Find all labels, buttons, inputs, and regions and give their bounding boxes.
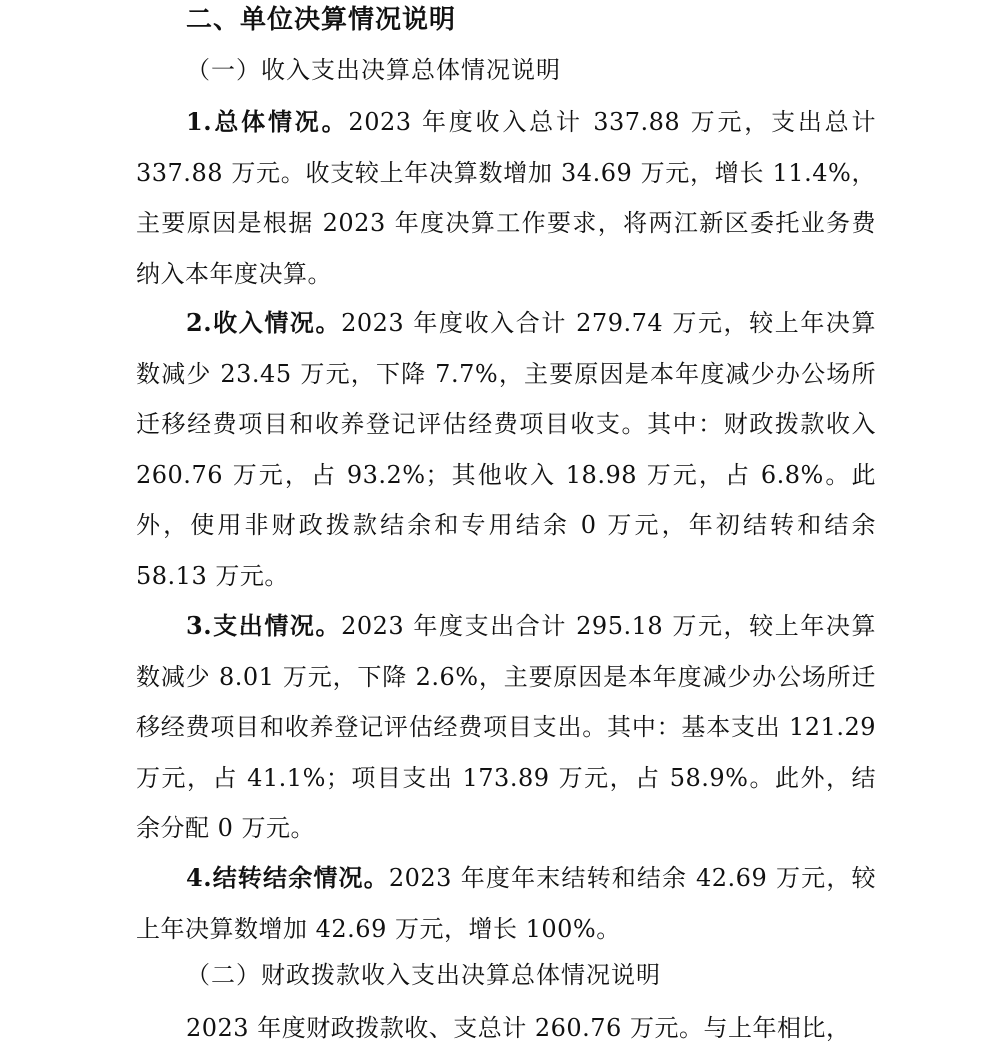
subsection-title-fiscal-appropriation: （二）财政拨款收入支出决算总体情况说明 — [186, 961, 661, 989]
paragraph-lead: 3.支出情况。 — [186, 611, 342, 640]
paragraph-text: 2023 年度支出合计 295.18 万元，较上年决算数减少 8.01 万元，下降 2.6%，主要原因是本年度减少办公场所迁移经费项目和收养登记评估经费项目支出。其中：基本支出 121.29 万元，占 41.1%；项目支出 173.89 万元，占 58.9%。此外，结余分配 0 万元。 — [136, 612, 876, 842]
paragraph-lead: 1.总体情况。 — [186, 107, 349, 136]
paragraph-lead: 4.结转结余情况。 — [186, 863, 389, 892]
paragraph-text: 2023 年度收入合计 279.74 万元，较上年决算数减少 23.45 万元，下降 7.7%，主要原因是本年度减少办公场所迁移经费项目和收养登记评估经费项目收支。其中：财政拨款收入 260.76 万元，占 93.2%；其他收入 18.98 万元，占 6.8%。此外，使用非财政拨款结余和专用结余 0 万元，年初结转和结余 58.13 万元。 — [136, 309, 876, 590]
paragraph-lead: 2.收入情况。 — [186, 308, 342, 337]
paragraph-text: 2023 年度收入总计 337.88 万元，支出总计 337.88 万元。收支较上年决算数增加 34.69 万元，增长 11.4%，主要原因是根据 2023 年度决算工作要求，将两江新区委托业务费纳入本年度决算。 — [136, 108, 876, 288]
paragraph-fiscal-appropriation: 2023 年度财政拨款收、支总计 260.76 万元。与上年相比， — [186, 1014, 851, 1042]
paragraph-carryover — [136, 853, 876, 954]
paragraph-income — [136, 298, 876, 601]
paragraph-expenditure — [136, 601, 876, 854]
section-title: 二、单位决算情况说明 — [186, 5, 457, 35]
subsection-title-income-expenditure: （一）收入支出决算总体情况说明 — [186, 56, 561, 84]
paragraph-text: 2023 年度年末结转和结余 42.69 万元，较上年决算数增加 42.69 万元，增长 100%。 — [136, 864, 877, 943]
paragraph-overall — [136, 97, 876, 299]
